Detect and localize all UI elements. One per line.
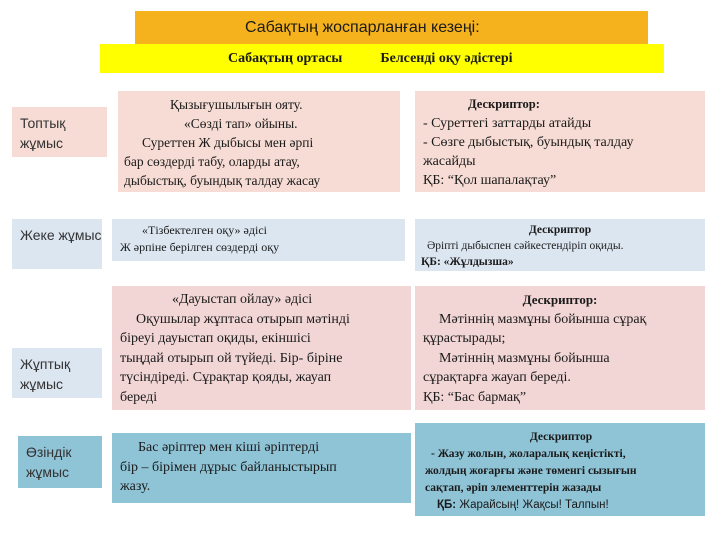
descriptor-title: Дескриптор: [522, 292, 598, 307]
activity-line: «Тізбектелген оқу» әдісі [142, 223, 267, 237]
descriptor-line: ҚБ: “Бас бармақ” [423, 389, 527, 405]
descriptor-group-work [415, 91, 705, 192]
descriptor-pair-work [415, 286, 705, 410]
middle-label: Сабақтың ортасы [228, 50, 343, 66]
activity-group-work [118, 91, 400, 192]
row-label-individual-work: Жеке жұмыс [12, 219, 102, 269]
activity-line: Суреттен Ж дыбысы мен әрпі [142, 135, 314, 150]
activity-line: «Сөзді тап» ойыны. [184, 116, 298, 131]
descriptor-line: сұрақтарға жауап береді. [423, 370, 571, 385]
activity-line: Оқушылар жұптаса отырып мәтінді [136, 311, 350, 327]
row-label-pair-work: Жұптық жұмыс [12, 348, 102, 398]
activity-line: Ж әрпіне берілген сөздерді оқу [120, 240, 280, 254]
descriptor-line: жасайды [423, 154, 476, 169]
activity-pair-work [112, 286, 411, 410]
methods-label: Белсенді оқу әдістері [380, 50, 513, 66]
activity-individual-work [112, 219, 405, 261]
activity-line: жазу. [120, 479, 151, 494]
subheader-banner [100, 44, 664, 73]
row-label-group-work: Топтық жұмыс [12, 107, 107, 157]
activity-line: бір – бірімен дұрыс байланыстырып [120, 459, 337, 475]
activity-line: дыбыстық, буындық талдау жасау [124, 173, 321, 188]
descriptor-line: сақтап, әріп элементтерін жазады [425, 482, 602, 494]
descriptor-line [425, 497, 697, 514]
activity-line: бар сөздерді табу, оларды атау, [124, 154, 300, 169]
descriptor-title: Дескриптор: [468, 97, 540, 111]
activity-line: Қызығушылығын ояту. [170, 97, 303, 112]
activity-line: түсіндіреді. Сұрақтар қояды, жауап [120, 370, 332, 385]
activity-line: береді [120, 389, 158, 405]
descriptor-line: ҚБ: “Қол шапалақтау” [423, 173, 557, 188]
descriptor-title: Дескриптор [529, 431, 593, 443]
stage-title-banner [135, 11, 648, 45]
descriptor-individual-work [415, 219, 705, 271]
assessment-text: Жарайсың! Жақсы! Талпын! [459, 499, 609, 511]
activity-line: Бас әріптер мен кіші әріптерді [138, 440, 320, 455]
descriptor-line: жолдың жоғарғы және төменгі сызығын [425, 465, 637, 477]
descriptor-line: құрастырады; [423, 331, 506, 346]
descriptor-line: - Жазу жолын, жоларалық кеңістікті, [431, 448, 626, 460]
stage-title: Сабақтың жоспарланған кезеңі: [245, 19, 480, 36]
descriptor-line: - Сөзге дыбыстық, буындық талдау [423, 135, 634, 150]
descriptor-line: - Суреттегі заттарды атайды [423, 116, 592, 131]
descriptor-title: Дескриптор [528, 224, 592, 236]
descriptor-line: Әріпті дыбыспен сәйкестендіріп оқиды. [427, 240, 624, 252]
row-label-independent-work: Өзіндік жұмыс [18, 436, 102, 488]
activity-line: біреуі дауыстап оқиды, екіншісі [120, 331, 311, 346]
descriptor-independent-work [415, 423, 705, 516]
descriptor-line: ҚБ: «Жұлдызша» [421, 256, 514, 268]
activity-line: «Дауыстап ойлау» әдісі [172, 292, 313, 307]
activity-line: тыңдай отырып ой түйеді. Бір- біріне [120, 350, 343, 366]
descriptor-line: Мәтіннің мазмұны бойынша [439, 350, 610, 366]
activity-independent-work [112, 433, 411, 503]
descriptor-line: Мәтіннің мазмұны бойынша сұрақ [439, 311, 647, 327]
assessment-label: ҚБ: [437, 499, 457, 511]
